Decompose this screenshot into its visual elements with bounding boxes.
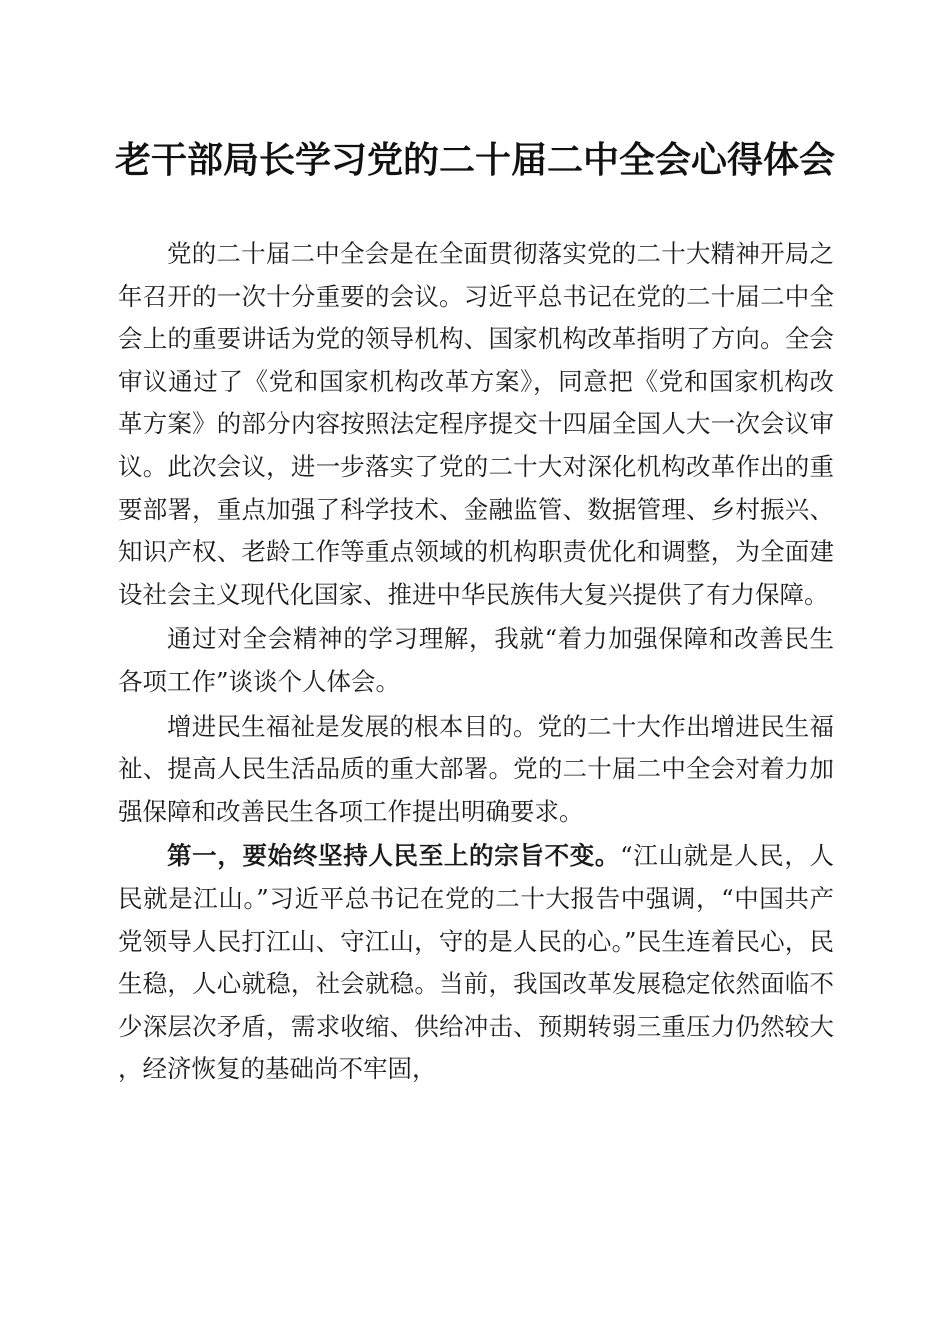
paragraph-1-text: 党的二十届二中全会是在全面贯彻落实党的二十大精神开局之年召开的一次十分重要的会议。习近平总书记在党的二十届二中全会上的重要讲话为党的领导机构、国家机构改革指明了方向。全会审议通过了《党和国家机构改革方案》，同意把《党和国家机构改革方案》的部分内容按照法定程序提交十四届全国人大一次会议审议。此次会议，进一步落实了党的二十大对深化机构改革作出的重要部署，重点加强了科学技术、金融监管、数据管理、乡村振兴、知识产权、老龄工作等重点领域的机构职责优化和调整，为全面建设社会主义现代化国家、推进中华民族伟大复兴提供了有力保障。	[118, 239, 834, 609]
paragraph-4-lead: 第一，要始终坚持人民至上的宗旨不变。	[167, 841, 621, 871]
paragraph-2-text: 通过对全会精神的学习理解，我就“着力加强保障和改善民生各项工作”谈谈个人体会。	[118, 624, 834, 696]
document-title: 老干部局长学习党的二十届二中全会心得体会	[114, 139, 835, 181]
document-body	[118, 233, 834, 1091]
paragraph-3-text: 增进民生福祉是发展的根本目的。党的二十大作出增进民生福祉、提高人民生活品质的重大部署。党的二十届二中全会对着力加强保障和改善民生各项工作提出明确要求。	[118, 711, 834, 826]
paragraph-4	[118, 835, 834, 1091]
paragraph-4-text: “江山就是人民，人民就是江山。”习近平总书记在党的二十大报告中强调，“中国共产党领导人民打江山、守江山，守的是人民的心。”民生连着民心，民生稳，人心就稳，社会就稳。当前，我国改革发展稳定依然面临不少深层次矛盾，需求收缩、供给冲击、预期转弱三重压力仍然较大，经济恢复的基础尚不牢固，	[118, 841, 834, 1084]
paragraph-1	[118, 233, 834, 616]
paragraph-3	[118, 706, 834, 834]
paragraph-2	[118, 618, 834, 703]
